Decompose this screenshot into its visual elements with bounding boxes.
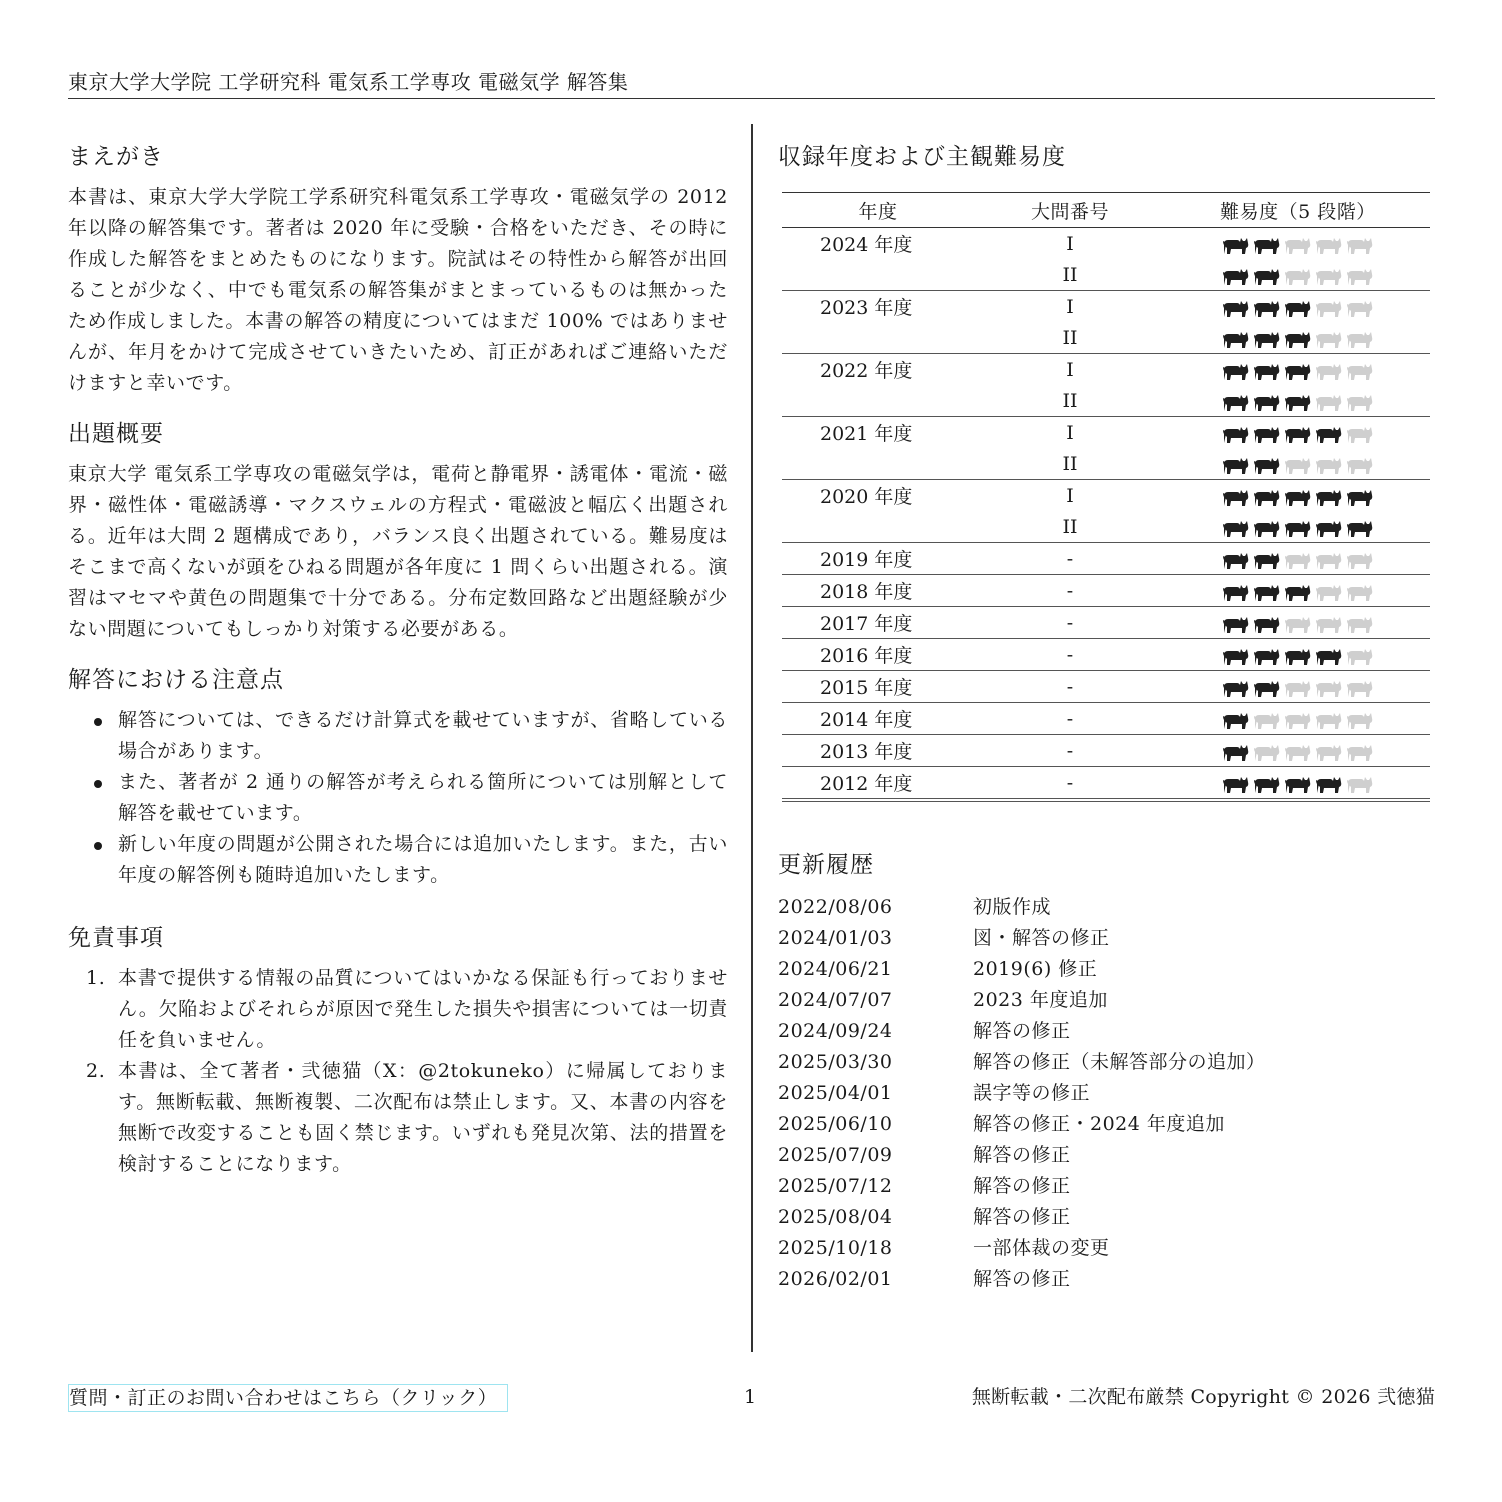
- difficulty-rating: [1222, 614, 1374, 634]
- history-desc: 初版作成: [973, 896, 1052, 918]
- cat-icon: [1346, 614, 1374, 634]
- year-cell: 2022 年度: [782, 354, 974, 386]
- list-item: [68, 963, 728, 1056]
- difficulty-cell: [1166, 575, 1430, 607]
- cat-icon: [1253, 646, 1281, 666]
- difficulty-table-body: [782, 228, 1430, 801]
- history-date: 2025/08/04: [778, 1206, 893, 1228]
- cat-icon: [1315, 424, 1343, 444]
- year-cell: 2024 年度: [820, 234, 913, 256]
- question-cell: -: [974, 575, 1166, 607]
- history-row: [778, 1264, 1435, 1295]
- year-cell: [782, 511, 974, 543]
- cat-icon: [1315, 678, 1343, 698]
- table-row: [782, 448, 1430, 480]
- cat-icon: [1222, 329, 1250, 349]
- cat-icon: [1253, 710, 1281, 730]
- question-cell: -: [974, 735, 1166, 767]
- history-date: 2025/07/12: [778, 1175, 893, 1197]
- list-item: [68, 705, 728, 767]
- notes-heading: 解答における注意点: [68, 667, 284, 693]
- year-cell: [782, 448, 974, 480]
- cat-icon: [1222, 455, 1250, 475]
- history-date: 2025/10/18: [778, 1237, 893, 1259]
- cat-icon: [1346, 742, 1374, 762]
- cat-icon: [1284, 614, 1312, 634]
- history-date: 2025/06/10: [778, 1113, 893, 1135]
- table-header-row: [782, 193, 1430, 228]
- disclaimer-heading: 免責事項: [68, 925, 164, 951]
- difficulty-rating: [1222, 392, 1374, 412]
- history-desc: 図・解答の修正: [973, 927, 1110, 949]
- question-cell: I: [974, 354, 1166, 386]
- history-desc: 解答の修正: [973, 1144, 1071, 1166]
- cat-icon: [1222, 742, 1250, 762]
- cat-icon: [1315, 742, 1343, 762]
- year-cell: 2017 年度: [782, 607, 974, 639]
- cat-icon: [1222, 582, 1250, 602]
- difficulty-rating: [1222, 710, 1374, 730]
- difficulty-rating: [1222, 361, 1374, 381]
- header-title: 東京大学大学院 工学研究科 電気系工学専攻 電磁気学 解答集: [68, 70, 629, 94]
- year-cell: 2018 年度: [782, 575, 974, 607]
- right-column: [778, 140, 1435, 1295]
- question-cell: -: [974, 607, 1166, 639]
- disclaimer-text: 本書で提供する情報の品質についてはいかなる保証も行っておりません。欠陥およびそれらが原因で発生した損失や損害については一切責任を負いません。: [118, 967, 728, 1051]
- history-date: 2026/02/01: [778, 1268, 893, 1290]
- difficulty-rating: [1222, 742, 1374, 762]
- difficulty-rating: [1222, 329, 1374, 349]
- cat-icon: [1346, 710, 1374, 730]
- cat-icon: [1284, 550, 1312, 570]
- year-cell: [782, 385, 974, 417]
- note-text: 解答については、できるだけ計算式を載せていますが、省略している場合があります。: [118, 709, 728, 762]
- cat-icon: [1253, 424, 1281, 444]
- question-cell: II: [1062, 263, 1078, 286]
- cat-icon: [1315, 266, 1343, 286]
- history-heading: 更新履歴: [778, 852, 874, 878]
- cat-icon: [1315, 774, 1343, 794]
- table-row: [782, 671, 1430, 703]
- history-list: [778, 892, 1435, 1295]
- table-row: [782, 480, 1430, 512]
- difficulty-rating: [1222, 455, 1374, 475]
- question-cell: -: [974, 767, 1166, 801]
- cat-icon: [1315, 710, 1343, 730]
- question-cell: -: [974, 639, 1166, 671]
- difficulty-rating: [1222, 487, 1374, 507]
- cat-icon: [1222, 487, 1250, 507]
- history-row: [778, 923, 1435, 954]
- history-row: [778, 1109, 1435, 1140]
- cat-icon: [1222, 392, 1250, 412]
- cat-icon: [1253, 550, 1281, 570]
- cat-icon: [1346, 424, 1374, 444]
- cat-icon: [1253, 614, 1281, 634]
- cat-icon: [1222, 361, 1250, 381]
- cat-icon: [1315, 518, 1343, 538]
- disclaimer-text: 本書は、全て著者・弐徳猫（X：@2tokuneko）に帰属しております。無断転載、無断複製、二次配布は禁止します。又、本書の内容を無断で改変することも固く禁じます。いずれも発見次第、法的措置を検討することになります。: [118, 1060, 728, 1175]
- history-row: [778, 892, 1435, 923]
- preface-text: 本書は、東京大学大学院工学系研究科電気系工学専攻・電磁気学の 2012 年以降の解答集です。著者は 2020 年に受験・合格をいただき、その時に作成した解答をまとめたものになります。院試はその特性から解答が出回ることが少なく、中でも電気系の解答集がまとまっているものは無かったため作成しました。本書の解答の精度についてはまだ 100% ではありませんが、年月をかけて完成させていきたいため、訂正があればご連絡いただけますと幸いです。: [68, 186, 728, 394]
- question-cell: I: [974, 291, 1166, 323]
- history-row: [778, 954, 1435, 985]
- cat-icon: [1346, 298, 1374, 318]
- question-cell: II: [1062, 452, 1078, 475]
- overview-heading: 出題概要: [68, 421, 164, 447]
- disclaimer-list: [68, 963, 728, 1180]
- difficulty-rating: [1222, 424, 1374, 444]
- difficulty-cell: [1166, 671, 1430, 703]
- cat-icon: [1253, 455, 1281, 475]
- cat-icon: [1222, 710, 1250, 730]
- cat-icon: [1346, 518, 1374, 538]
- table-row: [782, 385, 1430, 417]
- cat-icon: [1253, 298, 1281, 318]
- cat-icon: [1284, 329, 1312, 349]
- cat-icon: [1346, 582, 1374, 602]
- difficulty-rating: [1222, 235, 1374, 255]
- cat-icon: [1222, 235, 1250, 255]
- cat-icon: [1346, 392, 1374, 412]
- notes-list: [68, 705, 728, 891]
- cat-icon: [1315, 550, 1343, 570]
- cat-icon: [1222, 646, 1250, 666]
- cat-icon: [1222, 266, 1250, 286]
- question-cell: II: [1062, 389, 1078, 412]
- cat-icon: [1253, 392, 1281, 412]
- cat-icon: [1346, 678, 1374, 698]
- cat-icon: [1222, 518, 1250, 538]
- cat-icon: [1284, 678, 1312, 698]
- table-row: [782, 703, 1430, 735]
- cat-icon: [1284, 455, 1312, 475]
- difficulty-cell: [1166, 480, 1430, 512]
- history-row: [778, 1202, 1435, 1233]
- disclaimer-section: [68, 921, 728, 1180]
- year-cell: 2012 年度: [782, 767, 974, 801]
- cat-icon: [1284, 518, 1312, 538]
- history-desc: 解答の修正: [973, 1020, 1071, 1042]
- cat-icon: [1315, 646, 1343, 666]
- table-row: [782, 607, 1430, 639]
- left-column: [68, 140, 728, 1180]
- history-desc: 解答の修正（未解答部分の追加）: [973, 1051, 1266, 1073]
- running-header: [68, 68, 1435, 99]
- page-footer: [68, 1384, 1435, 1410]
- difficulty-rating: [1222, 266, 1374, 286]
- difficulty-cell: [1166, 639, 1430, 671]
- overview-section: [68, 417, 728, 645]
- table-row: [782, 575, 1430, 607]
- year-cell: 2015 年度: [782, 671, 974, 703]
- cat-icon: [1284, 266, 1312, 286]
- history-date: 2025/04/01: [778, 1082, 893, 1104]
- cat-icon: [1315, 582, 1343, 602]
- bullet-icon: [94, 780, 102, 788]
- history-row: [778, 1233, 1435, 1264]
- history-date: 2024/01/03: [778, 927, 893, 949]
- history-row: [778, 985, 1435, 1016]
- cat-icon: [1253, 582, 1281, 602]
- cat-icon: [1284, 710, 1312, 730]
- question-cell: I: [974, 480, 1166, 512]
- table-row: [782, 543, 1430, 575]
- cat-icon: [1346, 487, 1374, 507]
- year-cell: [782, 322, 974, 354]
- cat-icon: [1315, 392, 1343, 412]
- history-row: [778, 1016, 1435, 1047]
- cat-icon: [1346, 361, 1374, 381]
- cat-icon: [1284, 361, 1312, 381]
- difficulty-cell: [1166, 228, 1430, 260]
- history-desc: 解答の修正・2024 年度追加: [973, 1113, 1225, 1135]
- year-cell: 2023 年度: [782, 291, 974, 323]
- column-header-year: 年度: [782, 193, 974, 228]
- cat-icon: [1315, 455, 1343, 475]
- year-cell: [782, 259, 974, 291]
- column-divider: [751, 124, 753, 1352]
- difficulty-rating: [1222, 774, 1374, 794]
- cat-icon: [1222, 298, 1250, 318]
- cat-icon: [1253, 329, 1281, 349]
- difficulty-cell: [1166, 417, 1430, 449]
- cat-icon: [1253, 678, 1281, 698]
- difficulty-rating: [1222, 582, 1374, 602]
- question-cell: -: [974, 703, 1166, 735]
- table-row: [782, 291, 1430, 323]
- question-cell: II: [1062, 326, 1078, 349]
- table-row: [782, 735, 1430, 767]
- question-cell: I: [1066, 232, 1074, 255]
- history-date: 2022/08/06: [778, 896, 893, 918]
- copyright-notice: 無断転載・二次配布厳禁 Copyright © 2026 弐徳猫: [971, 1386, 1435, 1408]
- table-row: [782, 259, 1430, 291]
- history-row: [778, 1078, 1435, 1109]
- year-cell: 2014 年度: [782, 703, 974, 735]
- cat-icon: [1346, 646, 1374, 666]
- cat-icon: [1315, 361, 1343, 381]
- cat-icon: [1284, 774, 1312, 794]
- contact-link[interactable]: 質問・訂正のお問い合わせはこちら（クリック）: [68, 1384, 508, 1412]
- year-cell: 2020 年度: [782, 480, 974, 512]
- year-cell: 2016 年度: [782, 639, 974, 671]
- cat-icon: [1284, 487, 1312, 507]
- history-desc: 一部体裁の変更: [973, 1237, 1110, 1259]
- table-row: [782, 417, 1430, 449]
- difficulty-cell: [1166, 607, 1430, 639]
- history-date: 2024/06/21: [778, 958, 893, 980]
- cat-icon: [1315, 235, 1343, 255]
- history-desc: 解答の修正: [973, 1206, 1071, 1228]
- difficulty-cell: [1166, 511, 1430, 543]
- question-cell: II: [1062, 515, 1078, 538]
- note-text: 新しい年度の問題が公開された場合には追加いたします。また，古い年度の解答例も随時追加いたします。: [118, 833, 728, 886]
- history-section: [778, 848, 1435, 1295]
- cat-icon: [1315, 298, 1343, 318]
- history-row: [778, 1047, 1435, 1078]
- cat-icon: [1253, 235, 1281, 255]
- history-date: 2025/03/30: [778, 1051, 893, 1073]
- cat-icon: [1284, 392, 1312, 412]
- cat-icon: [1284, 646, 1312, 666]
- overview-text: 東京大学 電気系工学専攻の電磁気学は，電荷と静電界・誘電体・電流・磁界・磁性体・電磁誘導・マクスウェルの方程式・電磁波と幅広く出題される。近年は大問 2 題構成であり，バランス良く出題されている。難易度はそこまで高くないが頭をひねる問題が各年度に 1 問くらい出題される。演習はマセマや黄色の問題集で十分である。分布定数回路など出題経験が少ない問題についてもしっかり対策する必要がある。: [68, 463, 728, 640]
- difficulty-cell: [1166, 385, 1430, 417]
- cat-icon: [1284, 424, 1312, 444]
- bullet-icon: [94, 842, 102, 850]
- history-date: 2024/07/07: [778, 989, 893, 1011]
- difficulty-rating: [1222, 518, 1374, 538]
- cat-icon: [1253, 742, 1281, 762]
- cat-icon: [1222, 678, 1250, 698]
- cat-icon: [1284, 742, 1312, 762]
- note-text: また、著者が 2 通りの解答が考えられる箇所については別解として解答を載せています。: [118, 771, 728, 824]
- cat-icon: [1222, 424, 1250, 444]
- bullet-icon: [94, 718, 102, 726]
- cat-icon: [1253, 487, 1281, 507]
- table-row: [782, 322, 1430, 354]
- history-date: 2024/09/24: [778, 1020, 893, 1042]
- question-cell: -: [974, 671, 1166, 703]
- cat-icon: [1222, 550, 1250, 570]
- cat-icon: [1253, 361, 1281, 381]
- difficulty-cell: [1166, 767, 1430, 801]
- difficulty-rating: [1222, 298, 1374, 318]
- difficulty-cell: [1166, 259, 1430, 291]
- cat-icon: [1346, 774, 1374, 794]
- history-desc: 2023 年度追加: [973, 989, 1108, 1011]
- cat-icon: [1346, 266, 1374, 286]
- notes-section: [68, 663, 728, 891]
- cat-icon: [1284, 298, 1312, 318]
- history-desc: 2019(6) 修正: [973, 958, 1098, 980]
- table-row: [782, 639, 1430, 671]
- history-row: [778, 1171, 1435, 1202]
- table-row: [782, 354, 1430, 386]
- cat-icon: [1222, 614, 1250, 634]
- history-desc: 解答の修正: [973, 1268, 1071, 1290]
- history-row: [778, 1140, 1435, 1171]
- cat-icon: [1315, 329, 1343, 349]
- year-cell: 2019 年度: [782, 543, 974, 575]
- difficulty-section: [778, 140, 1435, 802]
- difficulty-rating: [1222, 550, 1374, 570]
- difficulty-cell: [1166, 354, 1430, 386]
- table-row: [782, 767, 1430, 801]
- cat-icon: [1284, 582, 1312, 602]
- cat-icon: [1253, 774, 1281, 794]
- list-item: [68, 829, 728, 891]
- cat-icon: [1346, 550, 1374, 570]
- column-header-difficulty: 難易度（5 段階）: [1166, 193, 1430, 228]
- difficulty-table: [782, 192, 1430, 802]
- difficulty-rating: [1222, 646, 1374, 666]
- item-number: 1.: [86, 967, 106, 989]
- list-item: [68, 1056, 728, 1180]
- question-cell: -: [974, 543, 1166, 575]
- cat-icon: [1222, 774, 1250, 794]
- year-cell: 2021 年度: [782, 417, 974, 449]
- difficulty-cell: [1166, 291, 1430, 323]
- difficulty-cell: [1166, 735, 1430, 767]
- history-desc: 誤字等の修正: [973, 1082, 1091, 1104]
- history-date: 2025/07/09: [778, 1144, 893, 1166]
- difficulty-cell: [1166, 322, 1430, 354]
- preface-section: [68, 140, 728, 399]
- table-row: [782, 228, 1430, 260]
- difficulty-cell: [1166, 448, 1430, 480]
- difficulty-cell: [1166, 703, 1430, 735]
- column-header-question: 大問番号: [974, 193, 1166, 228]
- page-number: 1: [744, 1386, 757, 1408]
- cat-icon: [1315, 614, 1343, 634]
- year-cell: 2013 年度: [782, 735, 974, 767]
- cat-icon: [1315, 487, 1343, 507]
- difficulty-heading: 収録年度および主観難易度: [778, 144, 1066, 170]
- cat-icon: [1346, 329, 1374, 349]
- cat-icon: [1284, 235, 1312, 255]
- item-number: 2.: [86, 1060, 106, 1082]
- difficulty-cell: [1166, 543, 1430, 575]
- history-desc: 解答の修正: [973, 1175, 1071, 1197]
- list-item: [68, 767, 728, 829]
- question-cell: I: [974, 417, 1166, 449]
- cat-icon: [1346, 235, 1374, 255]
- cat-icon: [1346, 455, 1374, 475]
- table-row: [782, 511, 1430, 543]
- difficulty-rating: [1222, 678, 1374, 698]
- cat-icon: [1253, 518, 1281, 538]
- cat-icon: [1253, 266, 1281, 286]
- preface-heading: まえがき: [68, 144, 164, 170]
